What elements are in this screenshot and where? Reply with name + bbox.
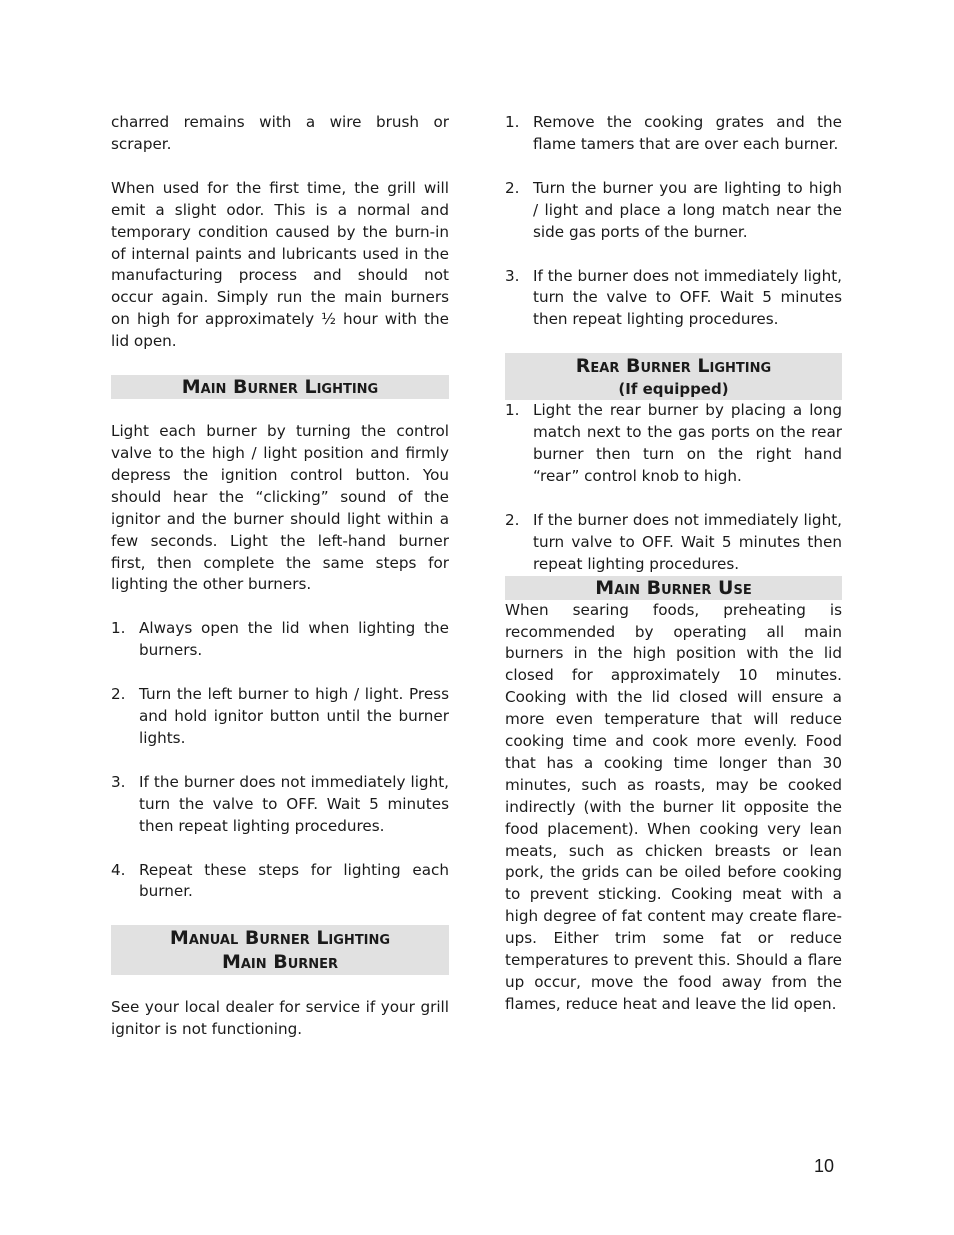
- right-column: [505, 112, 842, 1016]
- list-item: 3. If the burner does not immediately light, turn the valve to OFF. Wait 5 minutes then repeat lighting procedures.: [111, 772, 449, 835]
- lighting-steps-continued: [505, 112, 842, 331]
- main-burner-lighting-heading: Main Burner Lighting: [111, 375, 449, 399]
- main-burner-lighting-steps: [111, 618, 449, 903]
- list-item: 1. Remove the cooking grates and the flame tamers that are over each burner.: [505, 113, 842, 153]
- rear-burner-lighting-steps: [505, 400, 842, 575]
- main-burner-use-heading: Main Burner Use: [505, 576, 842, 600]
- rear-burner-lighting-subtitle: (If equipped): [618, 380, 729, 399]
- page-number: 10: [814, 1156, 835, 1176]
- manual-burner-lighting-paragraph: See your local dealer for service if your grill ignitor is not functioning.: [111, 998, 449, 1039]
- intro-paragraph-1: charred remains with a wire brush or scraper.: [111, 113, 449, 153]
- list-item: 2. Turn the burner you are lighting to high / light and place a long match near the side gas ports of the burner.: [505, 178, 842, 241]
- list-item: 2. Turn the left burner to high / light. Press and hold ignitor button until the burner lights.: [111, 685, 449, 747]
- intro-paragraph-2: When used for the first time, the grill will emit a slight odor. This is a normal and temporary condition caused by the burn-in of internal paints and lubricants used in the manufacturing process and should not occur again. Simply run the main burners on high for approximately ½ hour with the lid open.: [111, 178, 449, 351]
- main-burner-lighting-paragraph: Light each burner by turning the control valve to the high / light position and firmly depress the ignition control button. You should hear the “clicking” sound of the ignitor and the burner should light within a few seconds. Light the left-hand burner first, then complete the same steps for lighting the other burners.: [111, 422, 449, 594]
- list-item: 4. Repeat these steps for lighting each burner.: [111, 860, 449, 901]
- main-burner-use-paragraph: When searing foods, preheating is recommended by operating all main burners in the high position with the lid closed for approximately 10 minutes. Cooking with the lid closed will ensure a more even temperature that will reduce cooking time and cook more evenly. Food that has a cooking time longer than 30 minutes, such as roasts, may be cooked indirectly (with the burner lit opposite the food placement). When cooking very lean meats, such as chicken breasts or lean pork, the grids can be oiled before cooking to prevent sticking. Cooking meat with a high degree of fat content may create flare-ups. Either trim some fat or reduce temperatures to prevent this. Should a flare up occur, move the food away from the flames, reduce heat and leave the lid open.: [505, 600, 842, 1013]
- rear-burner-lighting-title: Rear Burner Lighting: [575, 355, 772, 378]
- list-item: 1. Always open the lid when lighting the burners.: [111, 619, 449, 660]
- manual-burner-lighting-heading: [111, 925, 449, 975]
- manual-burner-lighting-heading-line-2: Main Burner: [221, 951, 339, 974]
- list-item: 2. If the burner does not immediately light, turn valve to OFF. Wait 5 minutes then repeat lighting procedures.: [505, 510, 842, 573]
- manual-burner-lighting-heading-line-1: Manual Burner Lighting: [169, 927, 391, 950]
- list-item: 3. If the burner does not immediately light, turn the valve to OFF. Wait 5 minutes then repeat lighting procedures.: [505, 266, 842, 329]
- left-column: [111, 112, 449, 1041]
- rear-burner-lighting-heading: [505, 353, 842, 400]
- list-item: 1. Light the rear burner by placing a long match next to the gas ports on the rear burner then turn on the right hand “rear” control knob to high.: [505, 401, 842, 485]
